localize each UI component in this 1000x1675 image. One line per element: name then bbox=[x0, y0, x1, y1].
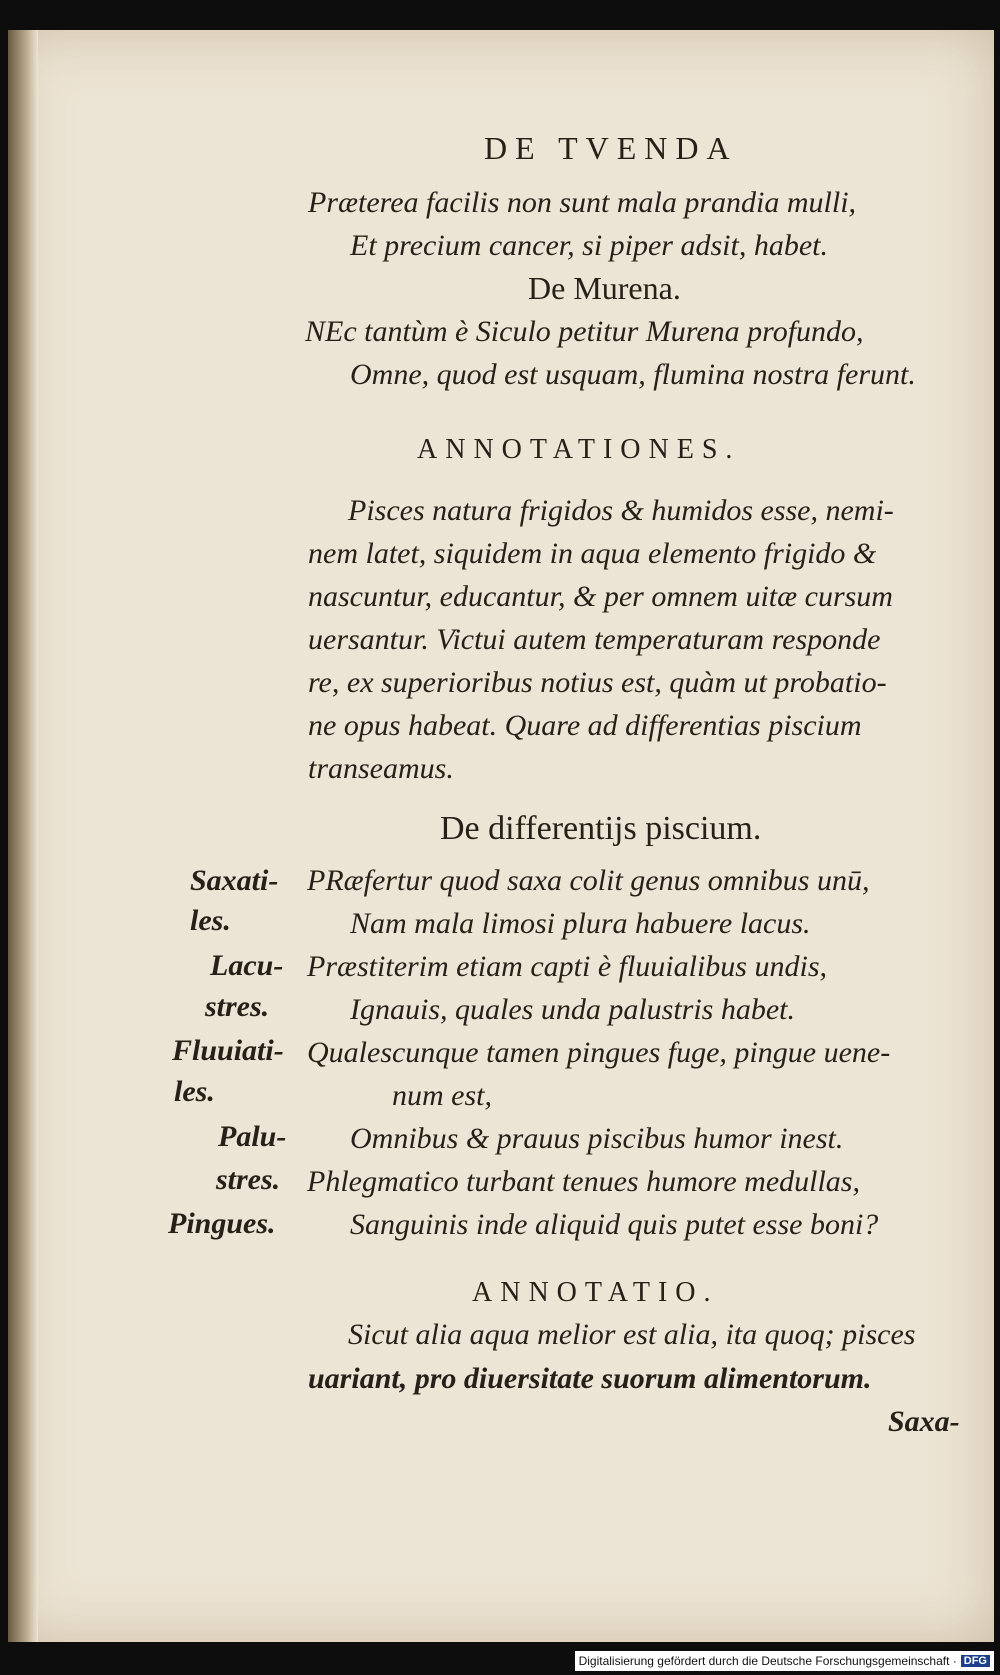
margin-note: stres. bbox=[205, 990, 270, 1023]
annotationes-line: re, ex superioribus notius est, quàm ut probatio- bbox=[308, 666, 887, 699]
page-gutter bbox=[8, 30, 38, 1642]
annotationes-line: uersantur. Victui autem temperaturam responde bbox=[308, 623, 881, 656]
verse-differentiis: Omnibus & prauus piscibus humor inest. bbox=[350, 1122, 844, 1155]
footer-text: Digitalisierung gefördert durch die Deutsche Forschungsgemeinschaft · bbox=[578, 1654, 957, 1668]
verse-murena-1: NEc tantùm è Siculo petitur Murena profundo, bbox=[305, 315, 864, 348]
margin-note: les. bbox=[174, 1075, 215, 1108]
verse-differentiis: num est, bbox=[392, 1079, 492, 1112]
margin-note: Fluuiati- bbox=[172, 1034, 284, 1067]
verse-differentiis: Ignauis, quales unda palustris habet. bbox=[350, 993, 796, 1026]
margin-note: Pingues. bbox=[168, 1207, 276, 1240]
verse-differentiis: Phlegmatico turbant tenues humore medullas, bbox=[307, 1165, 860, 1198]
dfg-logo: DFG bbox=[961, 1655, 990, 1667]
annotationes-line: ne opus habeat. Quare ad differentias piscium bbox=[308, 709, 862, 742]
annotationes-line: transeamus. bbox=[308, 752, 454, 785]
running-head: DE TVENDA bbox=[484, 130, 738, 166]
verse-differentiis: Nam mala limosi plura habuere lacus. bbox=[350, 907, 811, 940]
verse-differentiis: Præstiterim etiam capti è fluuialibus undis, bbox=[307, 950, 827, 983]
margin-note: Palu- bbox=[218, 1120, 287, 1153]
verse-differentiis: Sanguinis inde aliquid quis putet esse boni? bbox=[350, 1208, 879, 1241]
annotationes-title: ANNOTATIONES. bbox=[417, 434, 741, 465]
annotationes-line: nascuntur, educantur, & per omnem uitæ cursum bbox=[308, 580, 893, 613]
annotatio-line: uariant, pro diuersitate suorum alimentorum. bbox=[308, 1362, 872, 1395]
margin-note: Saxati- bbox=[190, 864, 279, 897]
annotationes-line: nem latet, siquidem in aqua elemento frigido & bbox=[308, 537, 877, 570]
verse-top-2: Et precium cancer, si piper adsit, habet. bbox=[350, 229, 828, 262]
margin-note: stres. bbox=[216, 1163, 281, 1196]
annotatio-title: ANNOTATIO. bbox=[472, 1277, 719, 1308]
catchword: Saxa- bbox=[888, 1405, 960, 1438]
verse-murena-2: Omne, quod est usquam, flumina nostra ferunt. bbox=[350, 358, 916, 391]
heading-murena: De Murena. bbox=[528, 270, 681, 306]
verse-differentiis: PRæfertur quod saxa colit genus omnibus unū, bbox=[307, 864, 870, 897]
verse-top-1: Præterea facilis non sunt mala prandia mulli, bbox=[308, 186, 857, 219]
annotatio-line: Sicut alia aqua melior est alia, ita quoq; pisces bbox=[348, 1318, 916, 1351]
margin-note: Lacu- bbox=[210, 949, 284, 982]
annotationes-line: Pisces natura frigidos & humidos esse, nemi- bbox=[348, 494, 894, 527]
margin-note: les. bbox=[190, 904, 231, 937]
heading-differentiis: De differentijs piscium. bbox=[440, 810, 762, 847]
digitization-footer bbox=[575, 1651, 994, 1671]
verse-differentiis: Qualescunque tamen pingues fuge, pingue uene- bbox=[307, 1036, 891, 1069]
